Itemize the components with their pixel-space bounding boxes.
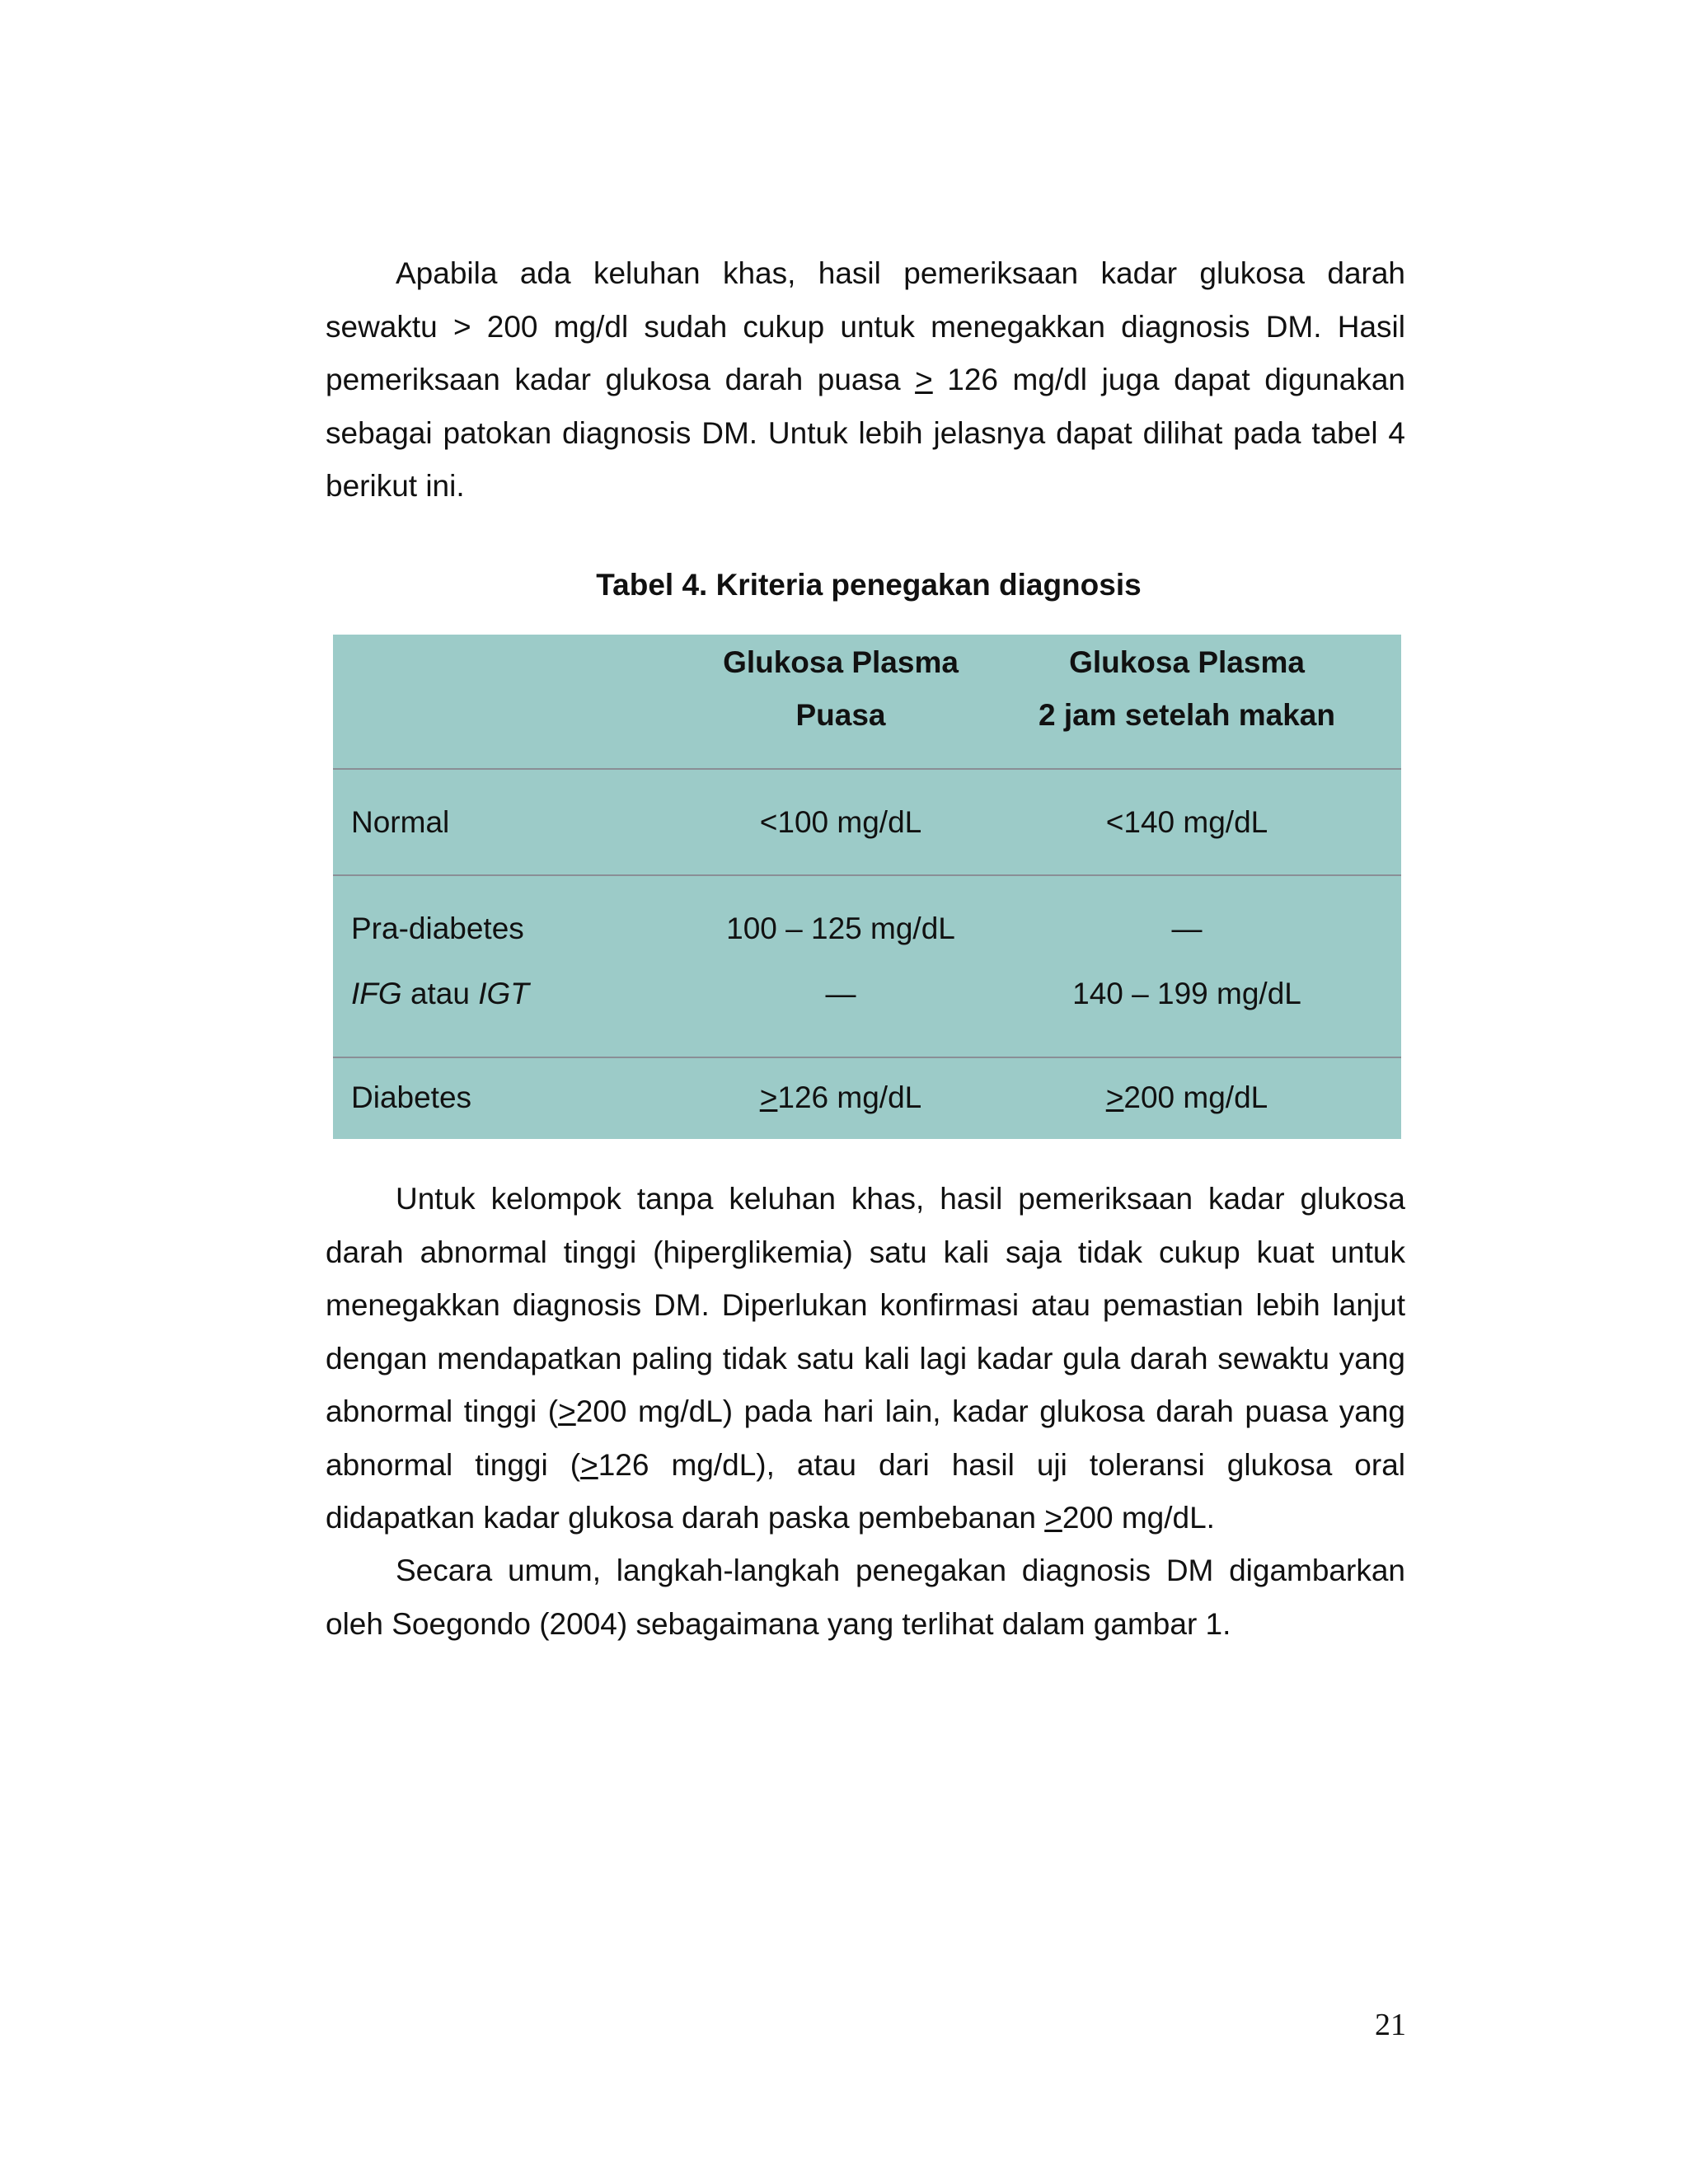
row-sublabel (351, 968, 529, 1020)
text-span: 200 mg/dL) pada hari lain, kadar glukosa darah puasa yang (575, 1394, 1405, 1428)
gte-symbol: > (580, 1447, 598, 1482)
row-label: Normal (351, 805, 450, 839)
text-line: menegakkan diagnosis DM. Diperlukan konfirmasi atau pemastian lebih lanjut (326, 1288, 1405, 1322)
text-span: didapatkan kadar glukosa darah paska pembebanan (326, 1501, 1045, 1535)
text-line (326, 354, 1405, 407)
text-line: dengan mendapatkan paling tidak satu kali lagi kadar gula darah sewaktu yang (326, 1341, 1405, 1376)
page-number: 21 (1375, 2008, 1406, 2042)
header-puasa-line1: Glukosa Plasma (723, 645, 959, 679)
text-line (326, 1439, 1405, 1493)
cell-puasa (687, 1071, 994, 1124)
header-2jam-line1: Glukosa Plasma (1069, 645, 1305, 679)
header-2jam-line2: 2 jam setelah makan (1039, 698, 1335, 732)
diagnosis-criteria-table (333, 635, 1401, 1139)
text-span: 126 mg/dL (777, 1080, 922, 1114)
text-line: sewaktu > 200 mg/dl sudah cukup untuk menegakkan diagnosis DM. Hasil (326, 309, 1405, 344)
intro-paragraph (326, 247, 1405, 513)
gte-symbol: > (558, 1394, 576, 1428)
text-line: oleh Soegondo (2004) sebagaimana yang terlihat dalam gambar 1. (326, 1606, 1231, 1641)
cell-puasa: <100 mg/dL (759, 805, 922, 839)
cell-puasa: 100 – 125 mg/dL (726, 912, 955, 945)
text-line (326, 1492, 1405, 1545)
text-line (326, 1385, 1405, 1439)
gte-symbol: > (759, 1080, 778, 1114)
row-divider (333, 768, 1401, 770)
text-span: 200 mg/dL (1123, 1080, 1268, 1114)
text-span: 126 mg/dl juga dapat digunakan (932, 363, 1405, 396)
table-caption: Tabel 4. Kriteria penegakan diagnosis (596, 568, 1142, 602)
text-line: Apabila ada keluhan khas, hasil pemeriksaan kadar glukosa darah (396, 256, 1405, 290)
igt-term: IGT (478, 977, 529, 1010)
gte-symbol: > (1105, 1080, 1124, 1114)
cell-2jam (1025, 1071, 1348, 1124)
row-label: Diabetes (351, 1080, 472, 1114)
row-label: Pra-diabetes (351, 912, 524, 945)
text-span: abnormal tinggi ( (326, 1394, 559, 1428)
text-line: Untuk kelompok tanpa keluhan khas, hasil pemeriksaan kadar glukosa (396, 1182, 1405, 1216)
row-divider (333, 1057, 1401, 1058)
text-line: darah abnormal tinggi (hiperglikemia) satu kali saja tidak cukup kuat untuk (326, 1235, 1405, 1269)
header-puasa-line2: Puasa (795, 698, 886, 732)
text-line: Secara umum, langkah-langkah penegakan diagnosis DM digambarkan (396, 1554, 1405, 1587)
body-paragraph (326, 1173, 1405, 1545)
body-paragraph (326, 1544, 1405, 1651)
cell-2jam: <140 mg/dL (1105, 805, 1268, 839)
text-span: 200 mg/dL. (1062, 1501, 1215, 1535)
text-span: abnormal tinggi ( (326, 1447, 581, 1482)
text-span: pemeriksaan kadar glukosa darah puasa (326, 363, 916, 396)
cell-2jam: 140 – 199 mg/dL (1072, 977, 1301, 1010)
text-span: atau (401, 977, 479, 1010)
text-line: sebagai patokan diagnosis DM. Untuk lebih jelasnya dapat dilihat pada tabel 4 (326, 415, 1405, 450)
ifg-term: IFG (351, 977, 402, 1010)
gte-symbol: > (1044, 1501, 1062, 1535)
text-line: berikut ini. (326, 469, 465, 503)
cell-puasa: — (825, 977, 856, 1010)
gte-symbol: > (915, 363, 933, 396)
row-divider (333, 874, 1401, 876)
text-span: 126 mg/dL), atau dari hasil uji toleransi glukosa oral (598, 1447, 1405, 1482)
cell-2jam: — (1171, 912, 1203, 945)
